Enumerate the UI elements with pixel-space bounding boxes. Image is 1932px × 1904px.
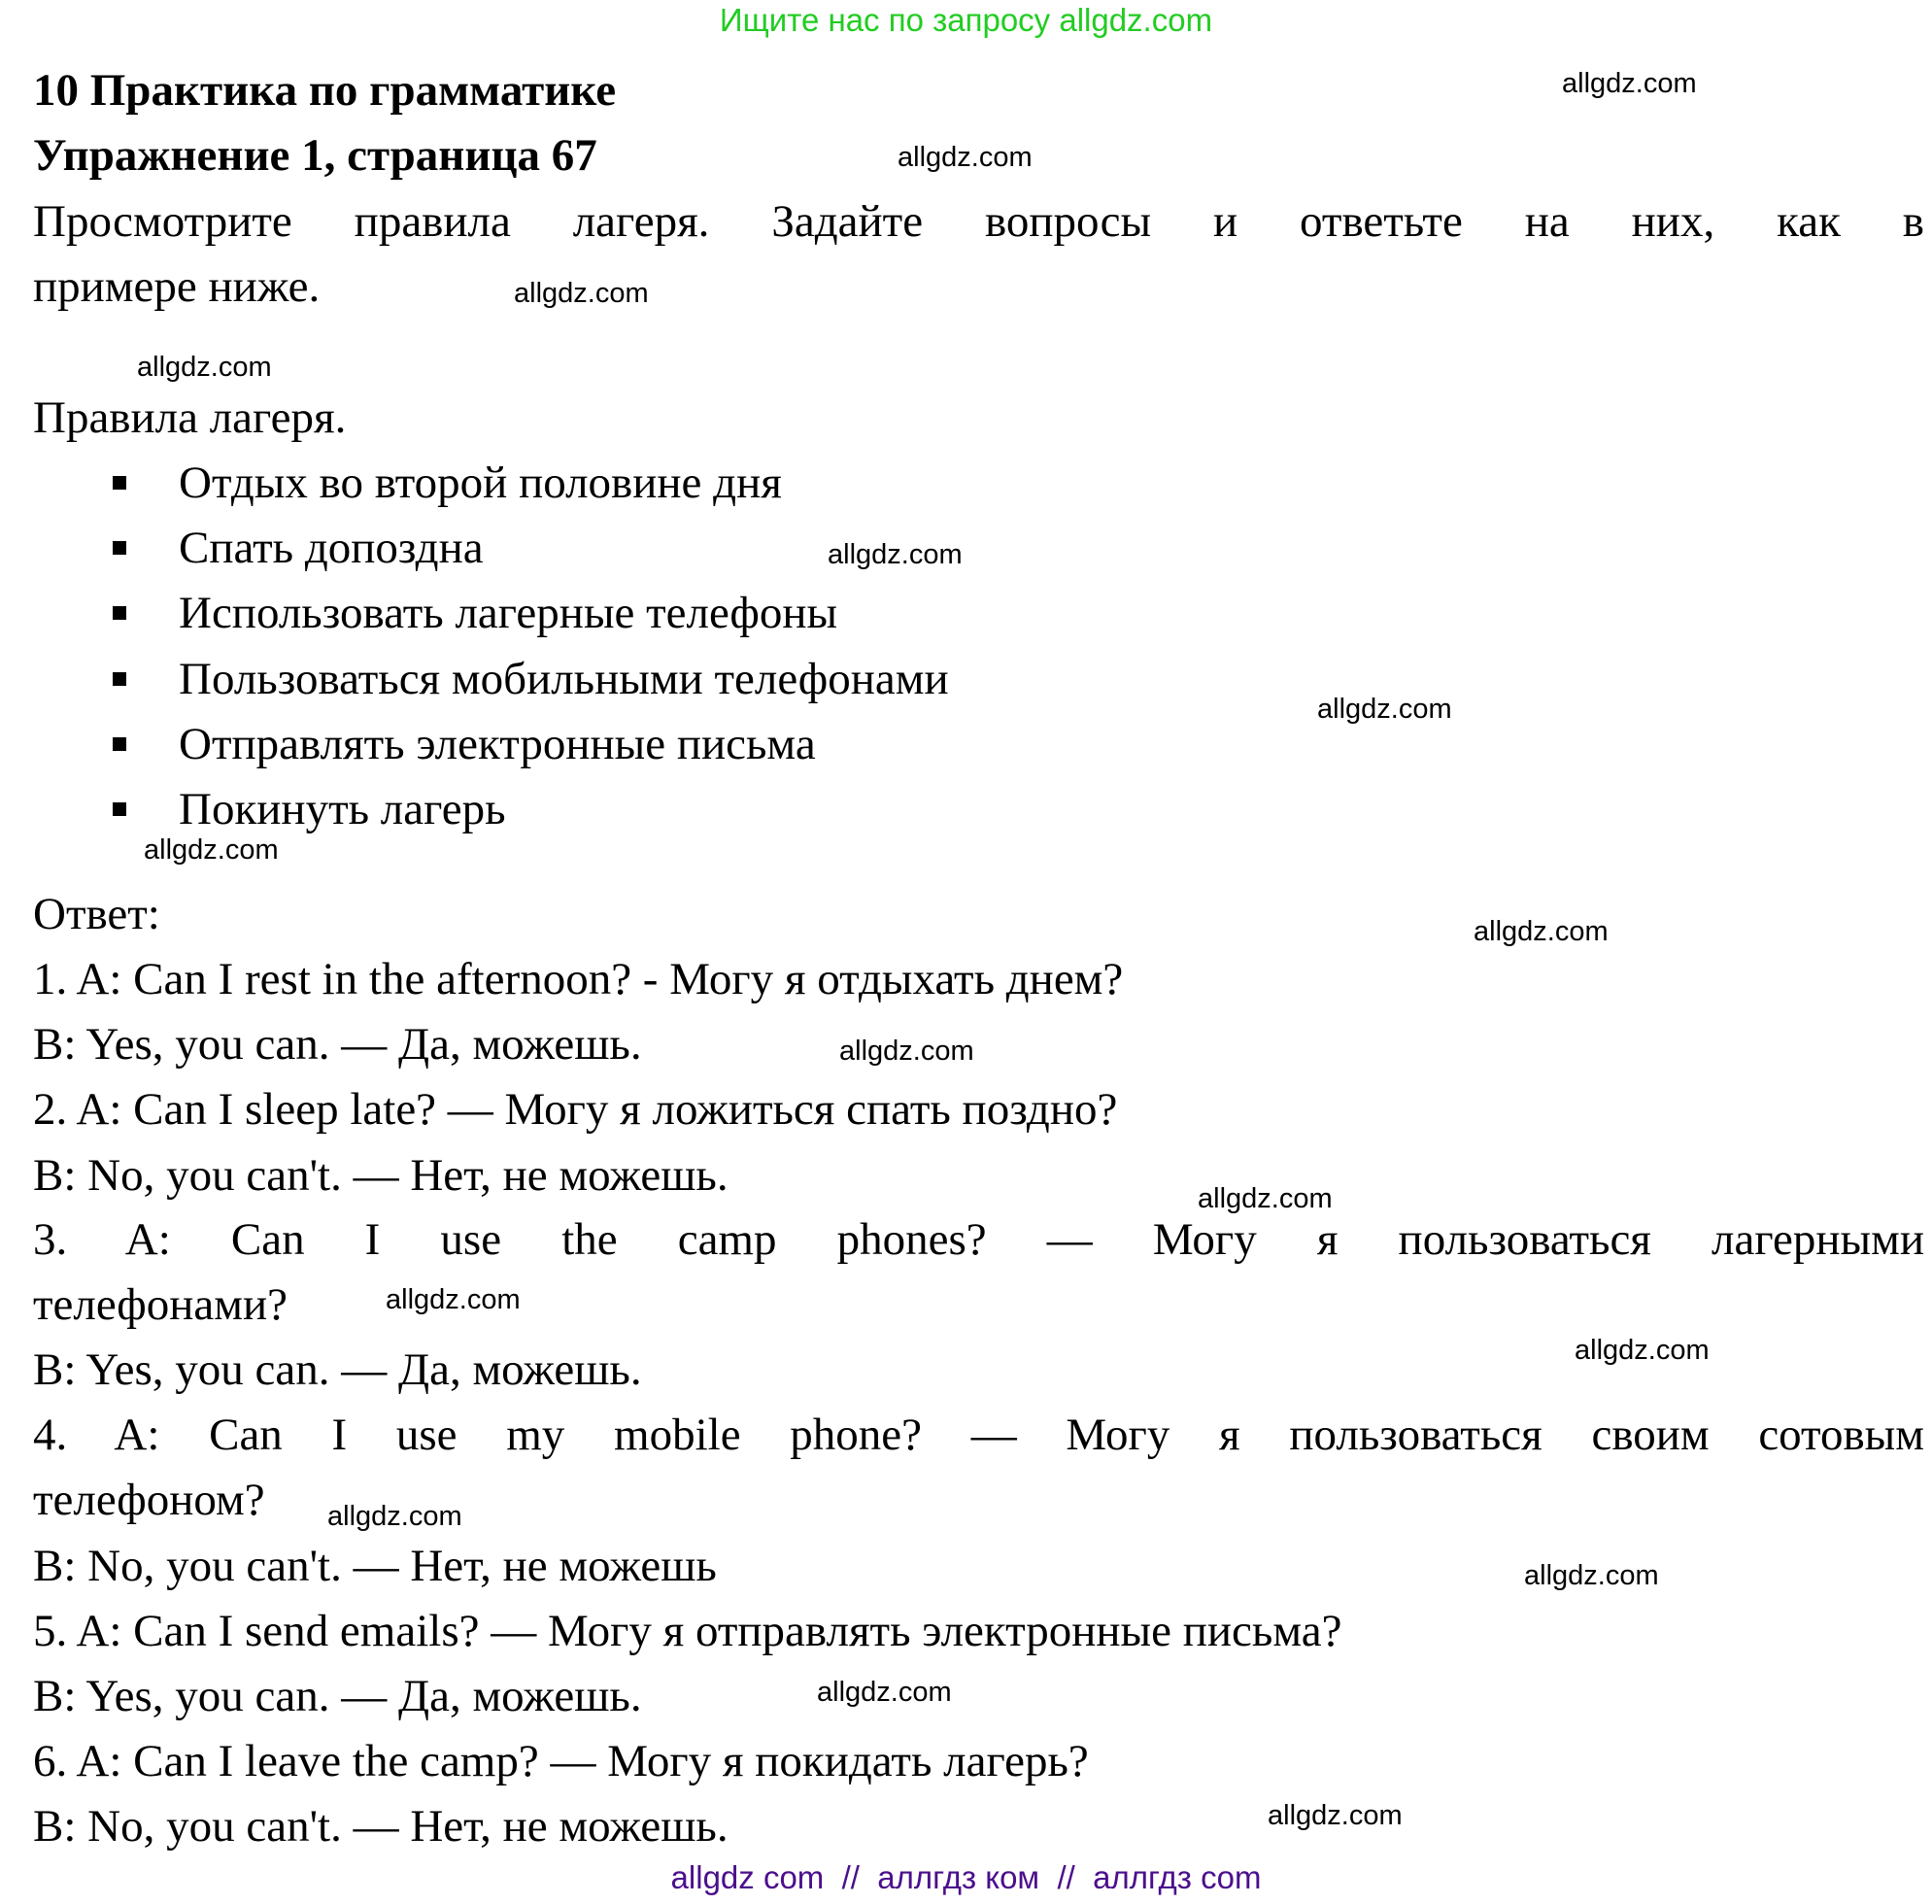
watermark: allgdz.com [137, 352, 272, 383]
instruction-line-1: Просмотрите правила лагеря. Задайте вопросы и ответьте на них, как в [33, 196, 1924, 247]
watermark: allgdz.com [1268, 1800, 1403, 1831]
answer-line: 3. A: Can I use the camp phones? — Могу я пользоваться лагерными [33, 1214, 1924, 1265]
bottom-banner[interactable]: allgdz com // аллгдз ком // аллгдз com [670, 1859, 1262, 1895]
answer-line: 1. A: Can I rest in the afternoon? - Могу я отдыхать днем? [33, 954, 1124, 1004]
watermark: allgdz.com [1575, 1335, 1710, 1366]
watermark: allgdz.com [144, 834, 279, 866]
bullet-icon [113, 476, 126, 490]
instruction-line-2: примере ниже. [33, 261, 321, 312]
rule-item: Отдых во второй половине дня [179, 458, 782, 508]
bullet-icon [113, 737, 126, 751]
bullet-icon [113, 672, 126, 686]
watermark: allgdz.com [514, 278, 649, 309]
rule-item: Покинуть лагерь [179, 784, 506, 834]
answer-line: 2. A: Can I sleep late? — Могу я ложиться спать поздно? [33, 1084, 1118, 1135]
answer-line: 4. A: Can I use my mobile phone? — Могу я пользоваться своим сотовым [33, 1410, 1924, 1460]
answer-line: B: No, you can't. — Нет, не можешь. [33, 1150, 729, 1201]
watermark: allgdz.com [1474, 916, 1609, 947]
bullet-icon [113, 606, 126, 620]
answer-line: B: Yes, you can. — Да, можешь. [33, 1019, 642, 1070]
watermark: allgdz.com [828, 539, 963, 570]
bullet-icon [113, 802, 126, 816]
answer-line: 5. A: Can I send emails? — Могу я отправлять электронные письма? [33, 1606, 1342, 1656]
watermark: allgdz.com [1198, 1183, 1333, 1214]
answer-line: 6. A: Can I leave the camp? — Могу я покидать лагерь? [33, 1736, 1089, 1786]
rule-item: Спать допоздна [179, 523, 484, 573]
exercise-subtitle: Упражнение 1, страница 67 [33, 130, 597, 181]
page-title: 10 Практика по грамматике [33, 65, 617, 116]
watermark: allgdz.com [1562, 68, 1697, 99]
watermark: allgdz.com [327, 1501, 462, 1532]
answer-line: B: No, you can't. — Нет, не можешь [33, 1541, 717, 1591]
answer-line: телефонами? [33, 1279, 288, 1330]
answer-line: B: Yes, you can. — Да, можешь. [33, 1344, 642, 1395]
answer-line: B: No, you can't. — Нет, не можешь. [33, 1801, 729, 1852]
answer-heading: Ответ: [33, 889, 160, 939]
rule-item: Использовать лагерные телефоны [179, 588, 838, 638]
answer-line: телефоном? [33, 1475, 265, 1525]
rules-heading: Правила лагеря. [33, 392, 347, 443]
top-banner[interactable]: Ищите нас по запросу allgdz.com [719, 2, 1213, 38]
answer-line: B: Yes, you can. — Да, можешь. [33, 1671, 642, 1721]
watermark: allgdz.com [817, 1677, 952, 1708]
rule-item: Пользоваться мобильными телефонами [179, 654, 949, 704]
watermark: allgdz.com [1524, 1560, 1659, 1591]
watermark: allgdz.com [898, 142, 1033, 173]
watermark: allgdz.com [839, 1036, 974, 1067]
watermark: allgdz.com [386, 1284, 521, 1315]
watermark: allgdz.com [1317, 694, 1452, 725]
bullet-icon [113, 541, 126, 555]
rule-item: Отправлять электронные письма [179, 719, 816, 769]
